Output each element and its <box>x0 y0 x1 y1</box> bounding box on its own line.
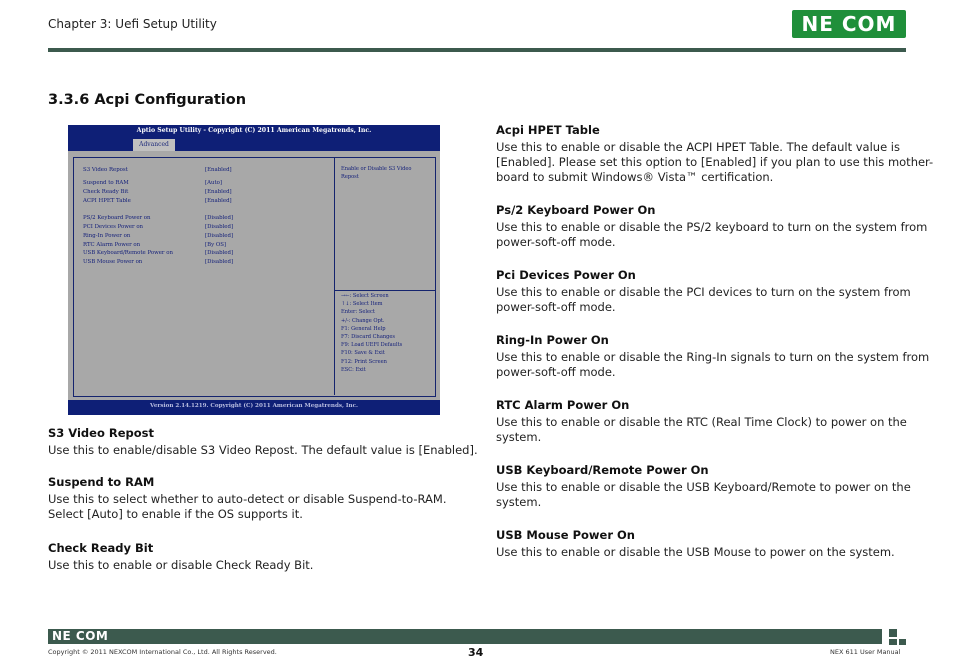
page-number: 34 <box>468 646 484 659</box>
bios-key-item: →←: Select Screen <box>341 293 389 299</box>
section-heading: RTC Alarm Power On <box>496 398 630 412</box>
paragraph-line: [Enabled]. Please set this option to [Enabled] if you plan to use this mother- <box>496 155 934 169</box>
paragraph-line: power-soft-off mode. <box>496 235 616 249</box>
bios-item-label: USB Mouse Power on <box>83 259 143 265</box>
section-heading: S3 Video Repost <box>48 426 154 440</box>
bios-item-value: [Auto] <box>205 180 222 186</box>
bios-key-item: Enter: Select <box>341 309 375 316</box>
section-heading: Pci Devices Power On <box>496 268 636 282</box>
bios-item-value: [Enabled] <box>205 198 232 204</box>
bios-key-item: F12: Print Screen <box>341 358 387 365</box>
paragraph-line: Use this to enable or disable the PCI devices to turn on the system from <box>496 285 911 299</box>
bios-item-label: PS/2 Keyboard Power on <box>83 215 151 221</box>
section-heading: USB Mouse Power On <box>496 528 635 542</box>
section-title: 3.3.6 Acpi Configuration <box>48 92 247 108</box>
manual-name: NEX 611 User Manual <box>830 648 901 656</box>
bios-item-label: S3 Video Repost <box>83 167 128 173</box>
bios-key-item: +/-: Change Opt. <box>341 317 385 324</box>
footer-logo: NE COM <box>52 629 109 643</box>
bios-item-label: Ring-In Power on <box>83 233 131 239</box>
paragraph-line: Use this to enable or disable the PS/2 keyboard to turn on the system from <box>496 220 928 234</box>
paragraph-line: Use this to select whether to auto-detect or disable Suspend-to-RAM. <box>48 492 447 506</box>
footer-bar <box>48 629 882 644</box>
footer-square-icon <box>899 639 906 645</box>
section-heading: Ring-In Power On <box>496 333 609 347</box>
bios-key-item: F7: Discard Changes <box>341 334 396 341</box>
section-heading: Check Ready Bit <box>48 541 154 555</box>
header-rule <box>48 48 906 52</box>
chapter-title: Chapter 3: Uefi Setup Utility <box>48 17 217 31</box>
bios-item-value: [Enabled] <box>205 167 232 173</box>
bios-item-label: USB Keyboard/Remote Power on <box>83 250 173 256</box>
bios-item-label: ACPI HPET Table <box>83 198 131 204</box>
section-heading: Ps/2 Keyboard Power On <box>496 203 656 217</box>
bios-item-label: Suspend to RAM <box>83 180 129 186</box>
paragraph-line: Select [Auto] to enable if the OS supports it. <box>48 507 303 521</box>
bios-item-value: [Disabled] <box>205 259 234 265</box>
bios-item-value: [By OS] <box>205 242 227 248</box>
paragraph-line: Use this to enable or disable the USB Keyboard/Remote to power on the <box>496 480 911 494</box>
bios-item-value: [Disabled] <box>205 224 234 230</box>
bios-help-text: Enable or Disable S3 Video Repost <box>341 166 412 181</box>
paragraph-line: power-soft-off mode. <box>496 300 616 314</box>
paragraph-line: power-soft-off mode. <box>496 365 616 379</box>
copyright: Copyright © 2011 NEXCOM International Co., Ltd. All Rights Reserved. <box>48 648 277 656</box>
paragraph-line: Use this to enable or disable the Ring-In signals to turn on the system from <box>496 350 930 364</box>
logo-text: NE COM <box>801 12 897 36</box>
bios-key-item: ↑↓: Select Item <box>341 301 383 308</box>
bios-screenshot <box>68 125 440 415</box>
bios-item-value: [Disabled] <box>205 215 234 221</box>
bios-item-value: [Disabled] <box>205 250 234 256</box>
bios-body <box>68 151 440 400</box>
paragraph-line: system. <box>496 495 542 509</box>
bios-item-value: [Enabled] <box>205 189 232 195</box>
bios-key-legend <box>341 292 402 374</box>
bios-item-label: Check Ready Bit <box>83 189 129 195</box>
section-heading: Suspend to RAM <box>48 475 155 489</box>
bios-key-item: ESC: Exit <box>341 366 366 373</box>
bios-tab-advanced: Advanced <box>133 139 175 151</box>
paragraph-line: Use this to enable or disable Check Ready Bit. <box>48 558 314 572</box>
paragraph-line: Use this to enable or disable the USB Mouse to power on the system. <box>496 545 895 559</box>
paragraph-line: board to submit Windows® Vista™ certification. <box>496 170 774 184</box>
footer-square-icon <box>889 639 897 645</box>
bios-title: Aptio Setup Utility - Copyright (C) 2011 American Megatrends, Inc. <box>136 127 372 134</box>
paragraph-line: Use this to enable or disable the RTC (Real Time Clock) to power on the <box>496 415 907 429</box>
paragraph-line: Use this to enable or disable the ACPI HPET Table. The default value is <box>496 140 900 154</box>
paragraph-line: system. <box>496 430 542 444</box>
section-heading: Acpi HPET Table <box>496 123 600 137</box>
bios-divider <box>334 157 335 395</box>
footer-square-icon <box>889 629 897 637</box>
bios-item-label: PCI Devices Power on <box>83 224 144 230</box>
bios-footer: Version 2.14.1219. Copyright (C) 2011 American Megatrends, Inc. <box>150 403 358 409</box>
section-heading: USB Keyboard/Remote Power On <box>496 463 709 477</box>
nexcom-logo <box>792 10 906 38</box>
paragraph-line: Use this to enable/disable S3 Video Repost. The default value is [Enabled]. <box>48 443 478 457</box>
bios-item-label: RTC Alarm Power on <box>83 242 141 248</box>
bios-key-item: F9: Load UEFI Defaults <box>341 342 403 349</box>
bios-help-divider <box>335 290 435 291</box>
bios-item-value: [Disabled] <box>205 233 234 239</box>
bios-key-item: F1: General Help <box>341 325 386 332</box>
bios-key-item: F10: Save & Exit <box>341 350 385 357</box>
